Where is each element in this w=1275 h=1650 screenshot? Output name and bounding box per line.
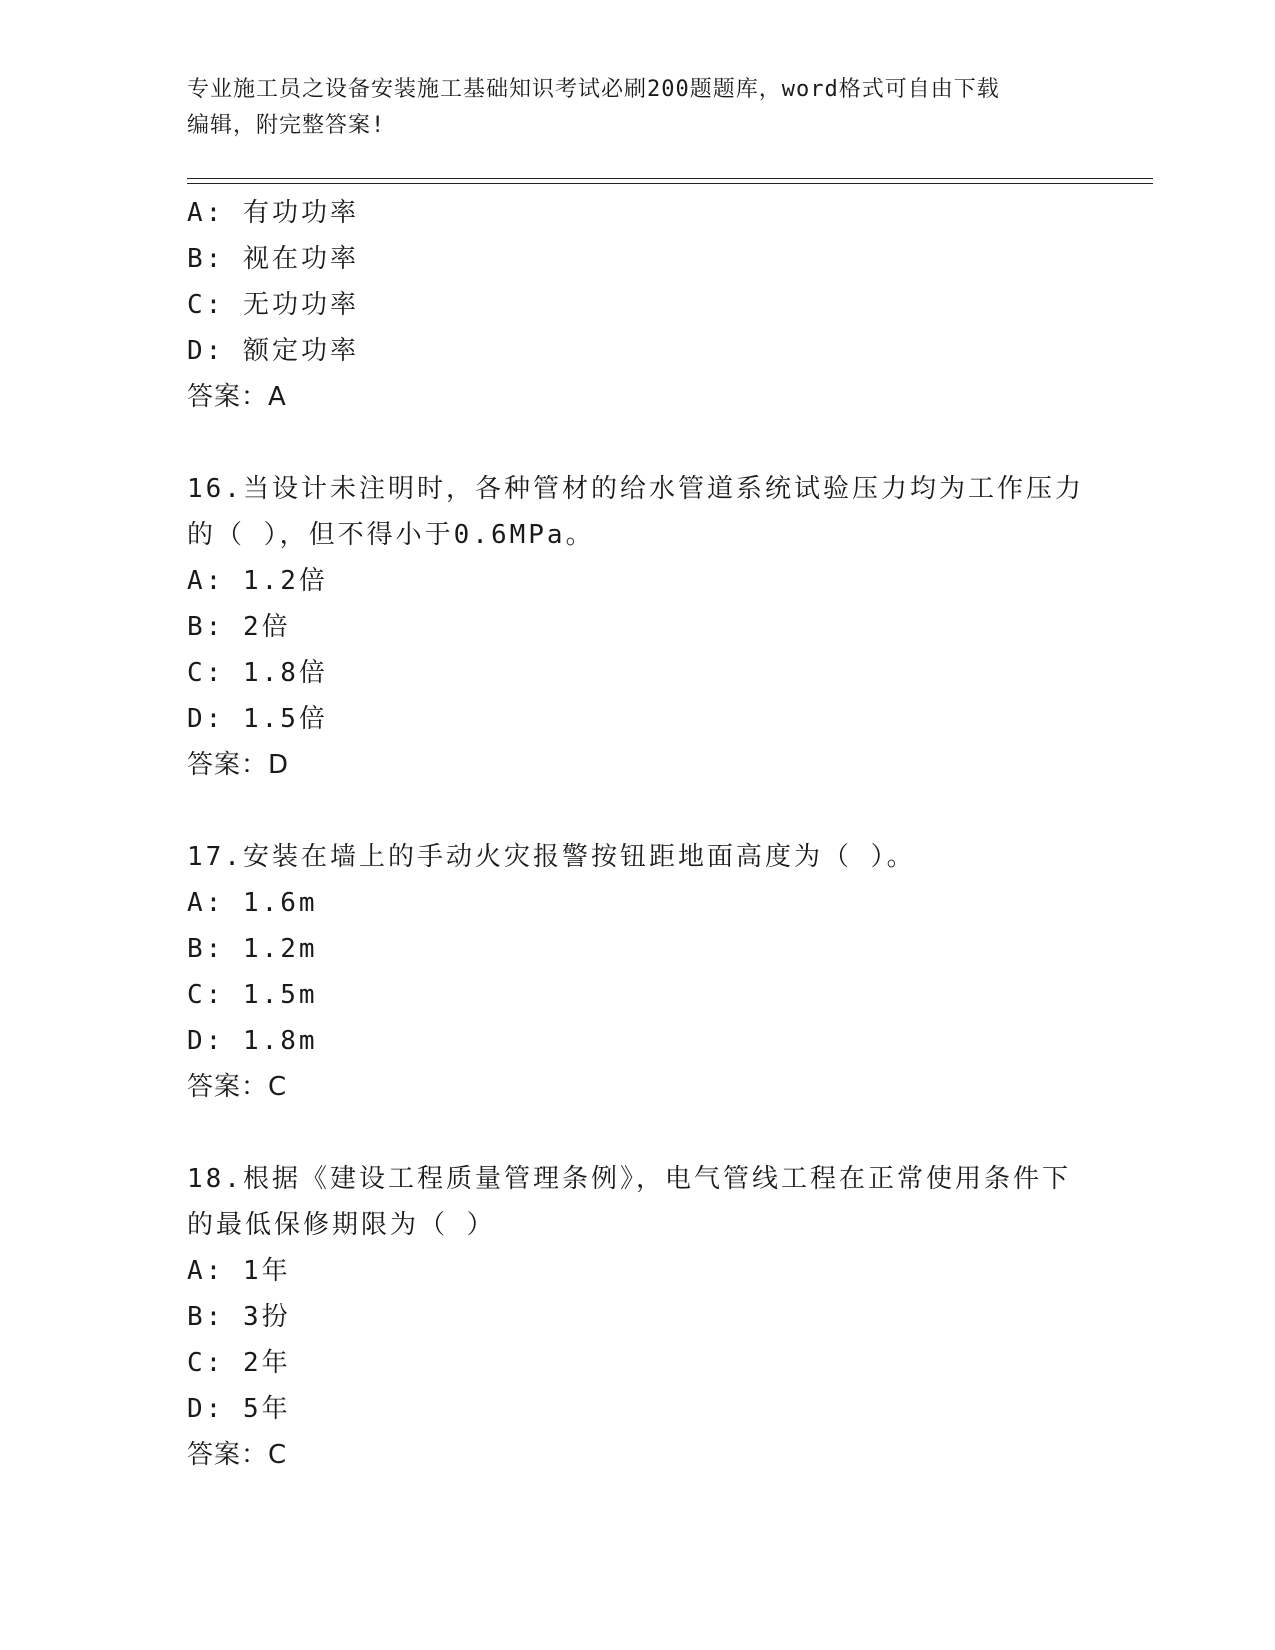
answer-label: 答案：A <box>187 382 287 412</box>
option-b: B: 3扮 <box>187 1302 291 1332</box>
option-d: D: 1.5倍 <box>187 704 328 734</box>
answer-label: 答案：C <box>187 1072 288 1102</box>
question-18 <box>187 1156 1107 1478</box>
option-c: C: 无功功率 <box>187 290 359 320</box>
option-d: D: 5年 <box>187 1394 291 1424</box>
option-b: B: 2倍 <box>187 612 291 642</box>
option-a: A: 1年 <box>187 1256 291 1286</box>
option-d: D: 1.8m <box>187 1026 318 1056</box>
spacer <box>187 420 1107 466</box>
spacer <box>187 1110 1107 1156</box>
option-c: C: 1.5m <box>187 980 318 1010</box>
header-line-1: 专业施工员之设备安装施工基础知识考试必刷200题题库，word格式可自由下载 <box>187 77 1000 102</box>
option-a: A: 1.2倍 <box>187 566 328 596</box>
question-stem-line-1: 16.当设计未注明时，各种管材的给水管道系统试验压力均为工作压力 <box>187 474 1084 504</box>
document-header <box>187 72 1067 144</box>
option-b: B: 1.2m <box>187 934 318 964</box>
option-a: A: 1.6m <box>187 888 318 918</box>
option-d: D: 额定功率 <box>187 336 359 366</box>
question-17 <box>187 834 1107 1110</box>
answer-label: 答案：D <box>187 750 290 780</box>
question-stem-line-1: 17.安装在墙上的手动火灾报警按钮距地面高度为（ ）。 <box>187 842 916 872</box>
question-stem-line-1: 18.根据《建设工程质量管理条例》，电气管线工程在正常使用条件下 <box>187 1164 1071 1194</box>
option-a: A: 有功功率 <box>187 198 359 228</box>
question-list <box>187 190 1107 1478</box>
answer-label: 答案：C <box>187 1440 288 1470</box>
question-15 <box>187 190 1107 420</box>
question-16 <box>187 466 1107 788</box>
spacer <box>187 788 1107 834</box>
question-stem-line-2: 的最低保修期限为（ ） <box>187 1210 496 1240</box>
question-stem-line-2: 的（ ），但不得小于0.6MPa。 <box>187 520 595 550</box>
option-c: C: 1.8倍 <box>187 658 328 688</box>
header-divider-top <box>187 178 1153 179</box>
option-c: C: 2年 <box>187 1348 291 1378</box>
header-line-2: 编辑，附完整答案! <box>187 113 386 138</box>
header-divider-bottom <box>187 183 1153 184</box>
option-b: B: 视在功率 <box>187 244 359 274</box>
